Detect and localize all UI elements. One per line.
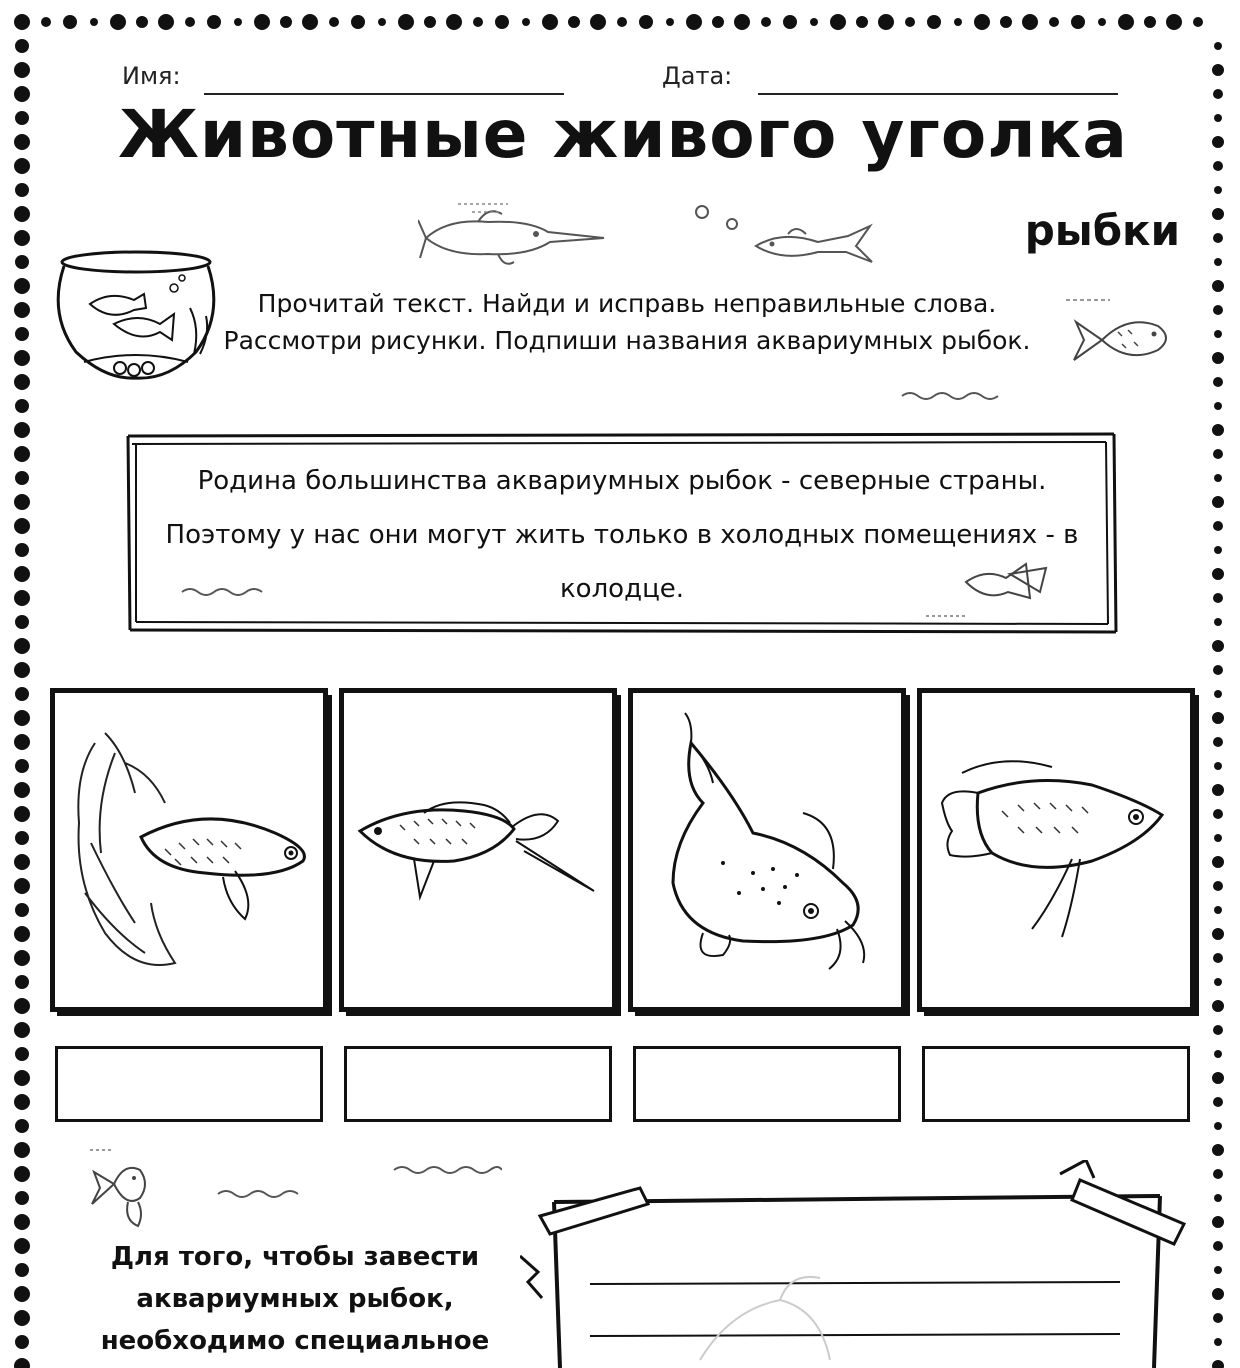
border-dot — [1214, 258, 1222, 266]
border-dot — [15, 543, 29, 557]
border-dot — [542, 14, 558, 30]
border-dot — [1193, 17, 1203, 27]
border-dot — [424, 16, 436, 28]
border-dot — [14, 1358, 30, 1368]
gourami-fish-icon — [922, 693, 1190, 1007]
wave-icon — [392, 1162, 502, 1178]
border-dot — [1022, 14, 1038, 30]
border-dot — [158, 14, 174, 30]
border-dot — [666, 18, 674, 26]
page-title: Животные живого уголка — [118, 96, 1128, 173]
answer-box-1[interactable] — [55, 1046, 323, 1122]
border-dot — [1212, 352, 1224, 364]
border-dot — [810, 18, 818, 26]
border-dot — [1212, 496, 1224, 508]
border-dot — [14, 1310, 30, 1326]
border-dot — [1214, 330, 1222, 338]
border-dot — [14, 734, 30, 750]
border-dot — [1212, 712, 1224, 724]
catfish-icon — [633, 693, 901, 1007]
border-dot — [15, 903, 29, 917]
border-dot — [568, 16, 580, 28]
fish-outline-icon — [1062, 296, 1174, 382]
border-dot — [734, 14, 750, 30]
border-dot — [14, 926, 30, 942]
bottom-prompt: Для того, чтобы завести аквариумных рыбок, необходимо специальное — [100, 1242, 490, 1356]
betta-fish-icon — [55, 693, 323, 1007]
border-dot — [15, 687, 29, 701]
border-dot — [15, 471, 29, 485]
border-dot — [14, 1286, 30, 1302]
border-dot — [1212, 208, 1224, 220]
border-dot — [14, 62, 30, 78]
border-dot — [830, 14, 846, 30]
border-dot — [1213, 89, 1223, 99]
border-dot — [1213, 305, 1223, 315]
border-dot — [378, 18, 386, 26]
border-dot — [712, 16, 724, 28]
border-dot — [15, 1119, 29, 1133]
border-dot — [14, 1094, 30, 1110]
answer-box-3[interactable] — [633, 1046, 901, 1122]
border-dot — [14, 782, 30, 798]
border-dot — [446, 14, 462, 30]
border-dot — [1213, 1169, 1223, 1179]
border-dot — [14, 1142, 30, 1158]
border-dot — [14, 854, 30, 870]
border-dot — [14, 14, 30, 30]
border-dot — [15, 399, 29, 413]
border-dot — [639, 15, 653, 29]
border-dot — [1213, 233, 1223, 243]
border-dot — [590, 14, 606, 30]
border-dot — [14, 1238, 30, 1254]
border-dot — [1213, 953, 1223, 963]
border-dot — [1212, 928, 1224, 940]
border-dot — [351, 15, 365, 29]
border-dot — [254, 14, 270, 30]
border-dot — [14, 86, 30, 102]
border-dot — [1214, 402, 1222, 410]
border-dot — [14, 302, 30, 318]
border-dot — [15, 1335, 29, 1349]
border-dot — [1166, 14, 1182, 30]
border-dot — [473, 17, 483, 27]
wave-icon — [216, 1186, 306, 1202]
page-subtitle: рыбки — [1024, 206, 1180, 255]
border-dot — [1214, 906, 1222, 914]
border-dot — [1212, 784, 1224, 796]
border-dot — [14, 590, 30, 606]
border-dot — [15, 975, 29, 989]
border-dot — [14, 230, 30, 246]
border-dot — [1212, 1216, 1224, 1228]
picture-card-1 — [50, 688, 328, 1012]
border-dot — [14, 158, 30, 174]
border-dot — [1214, 1266, 1222, 1274]
wave-icon — [900, 388, 1000, 404]
border-dot — [15, 1263, 29, 1277]
border-dot — [1000, 16, 1012, 28]
border-dot — [15, 615, 29, 629]
border-dot — [495, 15, 509, 29]
border-dot — [1213, 1025, 1223, 1035]
border-dot — [1214, 1050, 1222, 1058]
picture-card-3 — [628, 688, 906, 1012]
border-dot — [761, 17, 771, 27]
swordfish-icon — [418, 200, 610, 276]
border-dot — [14, 878, 30, 894]
border-dot — [1214, 1122, 1222, 1130]
border-dot — [1213, 737, 1223, 747]
answer-box-2[interactable] — [344, 1046, 612, 1122]
border-dot — [234, 18, 242, 26]
border-dot — [14, 494, 30, 510]
border-dot — [1214, 114, 1222, 122]
border-dot — [14, 1166, 30, 1182]
border-dot — [1213, 161, 1223, 171]
border-dot — [280, 16, 292, 28]
border-dot — [1049, 17, 1059, 27]
border-dot — [14, 374, 30, 390]
border-dot — [63, 15, 77, 29]
border-dot — [1212, 856, 1224, 868]
border-dot — [1212, 568, 1224, 580]
border-dot — [14, 998, 30, 1014]
border-dot — [1213, 881, 1223, 891]
border-dot — [15, 111, 29, 125]
border-dot — [1214, 690, 1222, 698]
border-dot — [15, 759, 29, 773]
border-dot — [522, 18, 530, 26]
border-dot — [136, 16, 148, 28]
border-dot — [1214, 186, 1222, 194]
bubbles-icon — [690, 198, 750, 238]
border-dot — [1214, 618, 1222, 626]
border-dot — [1212, 1144, 1224, 1156]
border-dot — [14, 518, 30, 534]
border-dot — [1213, 665, 1223, 675]
border-dot — [185, 17, 195, 27]
border-dot — [15, 831, 29, 845]
border-dot — [14, 1070, 30, 1086]
border-dot — [1214, 1194, 1222, 1202]
border-dot — [1214, 42, 1222, 50]
border-dot — [617, 17, 627, 27]
answer-box-4[interactable] — [922, 1046, 1190, 1122]
border-dot — [1212, 136, 1224, 148]
border-dot — [1213, 449, 1223, 459]
border-dot — [90, 18, 98, 26]
border-dot — [14, 446, 30, 462]
border-dot — [1212, 640, 1224, 652]
border-dot — [14, 566, 30, 582]
small-fish-icon — [752, 222, 876, 266]
border-dot — [1214, 834, 1222, 842]
border-dot — [1071, 15, 1085, 29]
border-dot — [1213, 1313, 1223, 1323]
border-dot — [15, 1191, 29, 1205]
border-dot — [15, 327, 29, 341]
border-dot — [856, 16, 868, 28]
task-instruction: Прочитай текст. Найди и исправь неправильные слова. Рассмотри рисунки. Подпиши названия аквариумных рыбок. — [223, 289, 1031, 355]
border-dot — [1098, 18, 1106, 26]
border-dot — [14, 350, 30, 366]
border-dot — [686, 14, 702, 30]
border-dot — [878, 14, 894, 30]
border-dot — [15, 255, 29, 269]
border-dot — [1144, 16, 1156, 28]
border-dot — [927, 15, 941, 29]
border-dot — [1212, 280, 1224, 292]
border-dot — [15, 183, 29, 197]
border-dot — [14, 662, 30, 678]
border-dot — [1212, 1360, 1224, 1368]
border-dot — [14, 134, 30, 150]
border-dot — [1214, 1338, 1222, 1346]
border-dot — [14, 278, 30, 294]
picture-card-4 — [917, 688, 1195, 1012]
border-dot — [302, 14, 318, 30]
passage-box — [126, 432, 1118, 638]
notes-board — [520, 1160, 1210, 1368]
border-dot — [954, 18, 962, 26]
name-label: Имя: — [122, 62, 181, 90]
border-dot — [1214, 546, 1222, 554]
border-dot — [1213, 521, 1223, 531]
border-dot — [905, 17, 915, 27]
border-dot — [15, 1047, 29, 1061]
border-dot — [974, 14, 990, 30]
picture-card-2 — [339, 688, 617, 1012]
border-dot — [783, 15, 797, 29]
border-dot — [14, 206, 30, 222]
name-field — [122, 62, 181, 90]
border-dot — [1213, 1097, 1223, 1107]
molly-fish-icon — [344, 693, 612, 1007]
border-dot — [1213, 377, 1223, 387]
border-dot — [329, 17, 339, 27]
passage-text: Родина большинства аквариумных рыбок - северные страны. Поэтому у нас они могут жить только в холодных помещениях - в колодце. — [165, 466, 1079, 604]
border-dot — [1213, 1241, 1223, 1251]
border-dot — [1212, 1000, 1224, 1012]
border-dot — [14, 710, 30, 726]
border-dot — [207, 15, 221, 29]
border-dot — [1214, 978, 1222, 986]
border-dot — [1214, 762, 1222, 770]
notes-frame — [520, 1160, 1210, 1368]
border-dot — [14, 638, 30, 654]
border-dot — [14, 422, 30, 438]
goldfish-icon — [84, 1144, 168, 1230]
border-dot — [15, 39, 29, 53]
border-dot — [110, 14, 126, 30]
border-dot — [41, 17, 51, 27]
border-dot — [1212, 424, 1224, 436]
border-dot — [14, 1022, 30, 1038]
border-dot — [1118, 14, 1134, 30]
border-dot — [14, 950, 30, 966]
border-dot — [398, 14, 414, 30]
border-dot — [1212, 1288, 1224, 1300]
border-dot — [1212, 64, 1224, 76]
border-dot — [1213, 809, 1223, 819]
border-dot — [14, 806, 30, 822]
date-field — [662, 62, 732, 90]
date-label: Дата: — [662, 62, 733, 90]
border-dot — [14, 1214, 30, 1230]
border-dot — [1214, 474, 1222, 482]
border-dot — [1213, 593, 1223, 603]
border-dot — [1212, 1072, 1224, 1084]
fishbowl-icon — [50, 244, 222, 380]
